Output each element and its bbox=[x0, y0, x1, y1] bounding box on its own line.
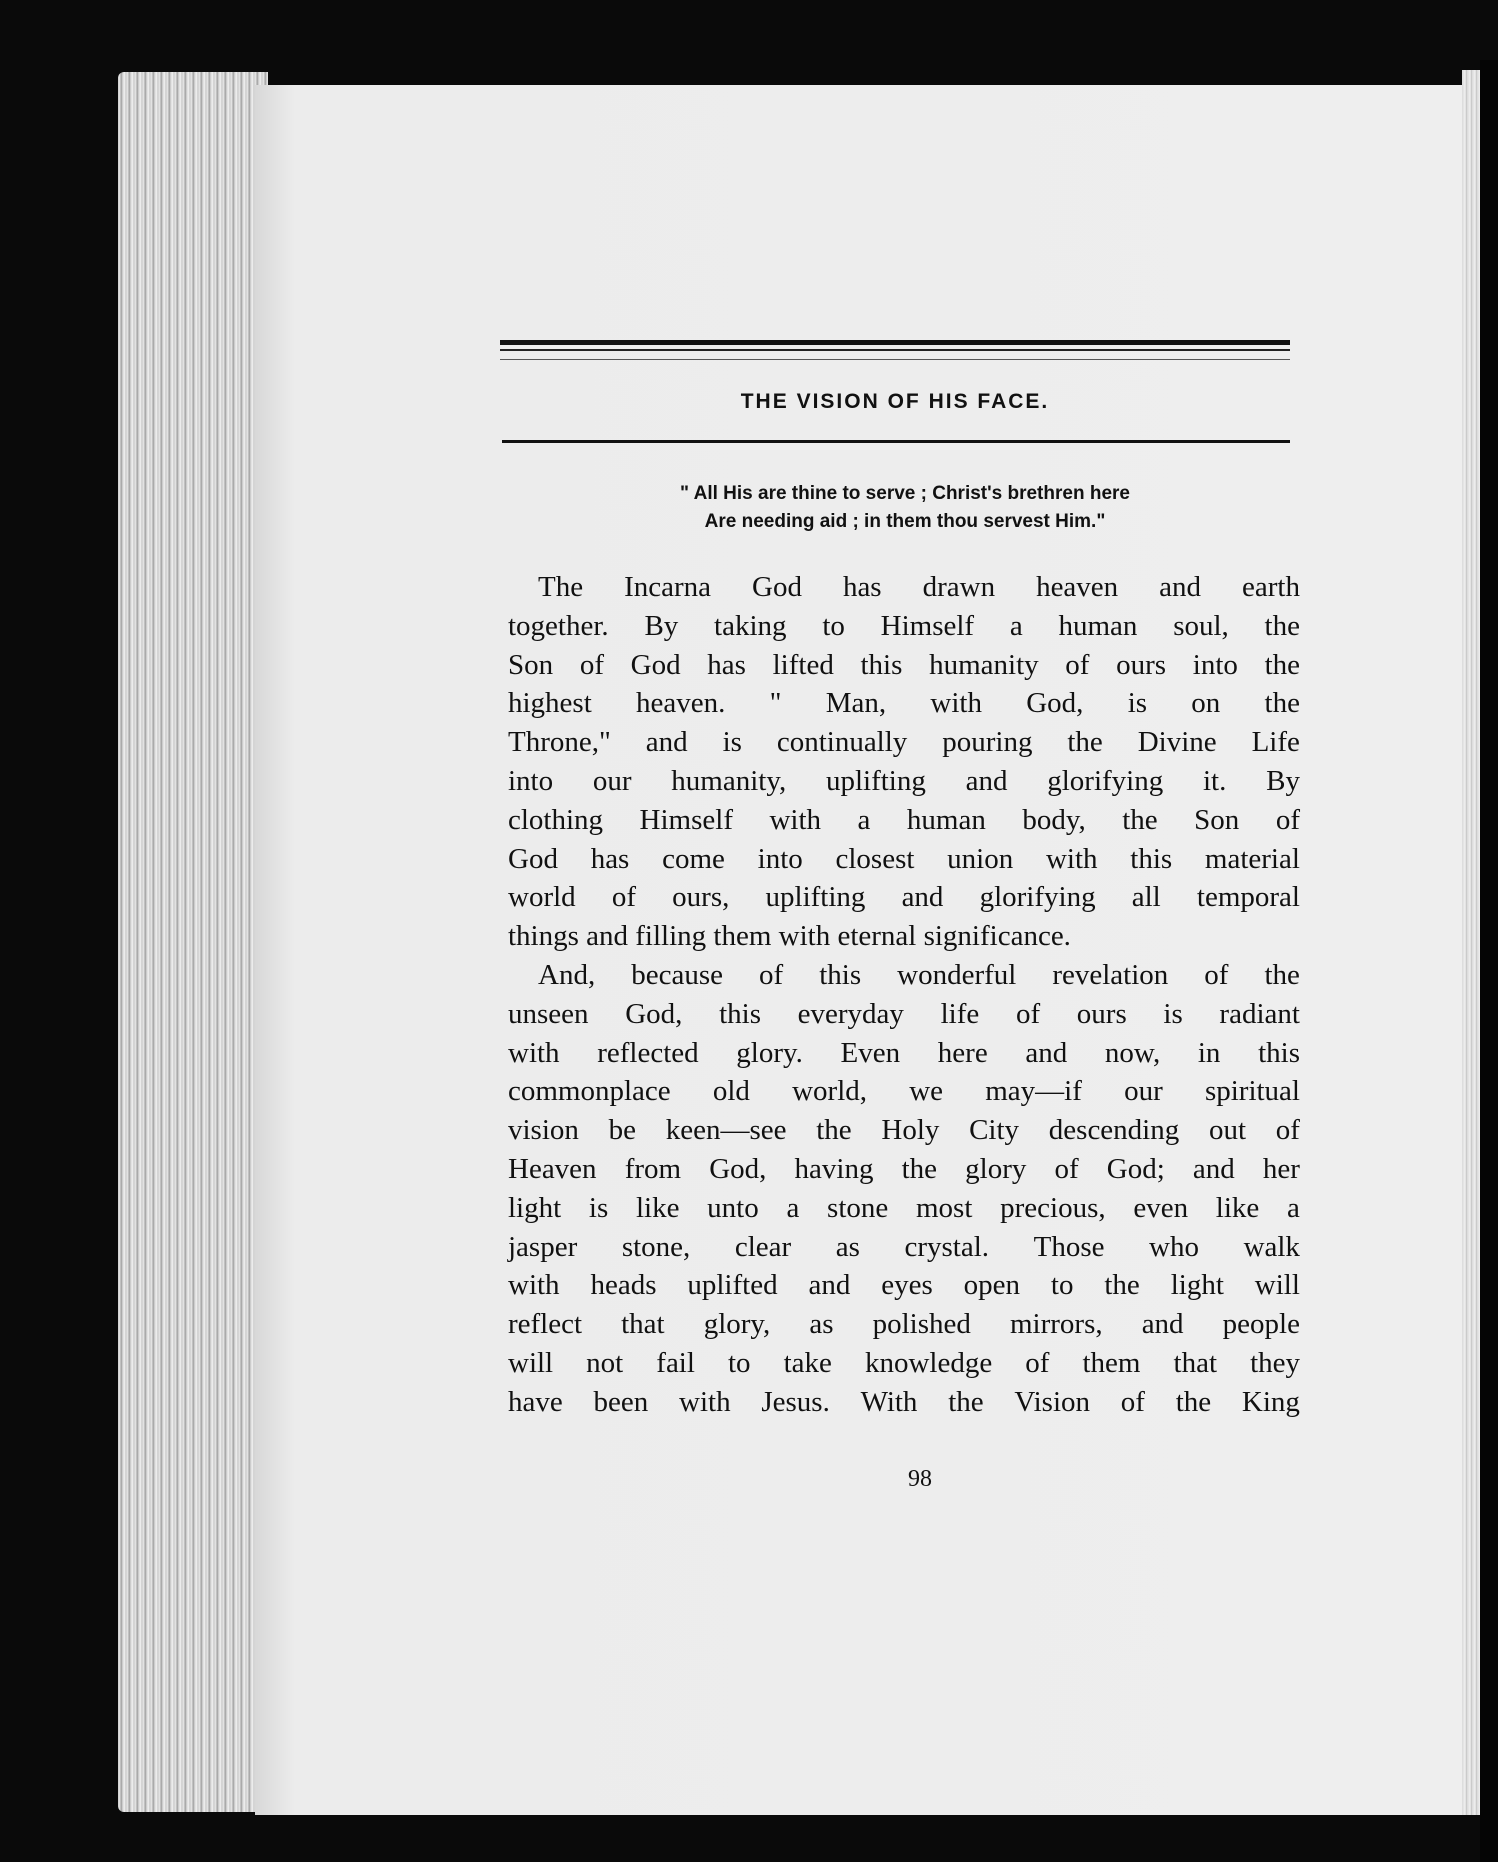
text-line: light is like unto a stone most precious, even like a bbox=[508, 1191, 1300, 1224]
text-line: unseen God, this everyday life of ours is radiant bbox=[508, 997, 1300, 1030]
text-line: into our humanity, uplifting and glorifying it. By bbox=[508, 764, 1300, 797]
header-rule-heavy bbox=[500, 340, 1290, 345]
running-title: THE VISION OF HIS FACE. bbox=[740, 390, 1050, 413]
book-page-edges bbox=[118, 72, 268, 1812]
body-text bbox=[508, 568, 1300, 1422]
text-line: highest heaven. " Man, with God, is on the bbox=[508, 687, 1300, 720]
text-line: Heaven from God, having the glory of God; and her bbox=[508, 1152, 1300, 1185]
text-line: God has come into closest union with this material bbox=[508, 842, 1300, 875]
text-line: commonplace old world, we may—if our spiritual bbox=[508, 1075, 1300, 1108]
page-number: 98 bbox=[908, 1466, 932, 1492]
text-line: And, because of this wonderful revelation of the bbox=[538, 958, 1300, 991]
scan-border bbox=[1480, 60, 1498, 1862]
text-line: vision be keen—see the Holy City descending out of bbox=[508, 1114, 1300, 1147]
text-line: with heads uplifted and eyes open to the light will bbox=[508, 1269, 1300, 1302]
header-rule-thin bbox=[500, 359, 1290, 360]
epigraph-line: Are needing aid ; in them thou servest Him." bbox=[704, 511, 1106, 532]
text-line: world of ours, uplifting and glorifying all temporal bbox=[508, 881, 1300, 914]
text-line: will not fail to take knowledge of them that they bbox=[508, 1346, 1300, 1379]
text-line: reflect that glory, as polished mirrors, and people bbox=[508, 1308, 1300, 1341]
header-rule-mid bbox=[500, 349, 1290, 351]
epigraph-line: " All His are thine to serve ; Christ's brethren here bbox=[680, 483, 1130, 504]
text-line: have been with Jesus. With the Vision of the King bbox=[508, 1385, 1300, 1418]
text-line: with reflected glory. Even here and now, in this bbox=[508, 1036, 1300, 1069]
right-page-edge bbox=[1462, 70, 1480, 1815]
text-line: Throne," and is continually pouring the Divine Life bbox=[508, 726, 1300, 759]
title-underline-rule bbox=[502, 440, 1290, 443]
text-line: Son of God has lifted this humanity of ours into the bbox=[508, 648, 1300, 681]
text-line: jasper stone, clear as crystal. Those who walk bbox=[508, 1230, 1300, 1263]
text-line: together. By taking to Himself a human soul, the bbox=[508, 609, 1300, 642]
epigraph bbox=[560, 480, 1250, 536]
text-line: The Incarna God has drawn heaven and earth bbox=[538, 571, 1300, 603]
text-line: clothing Himself with a human body, the Son of bbox=[508, 803, 1300, 836]
text-line: things and filling them with eternal significance. bbox=[508, 920, 1071, 953]
